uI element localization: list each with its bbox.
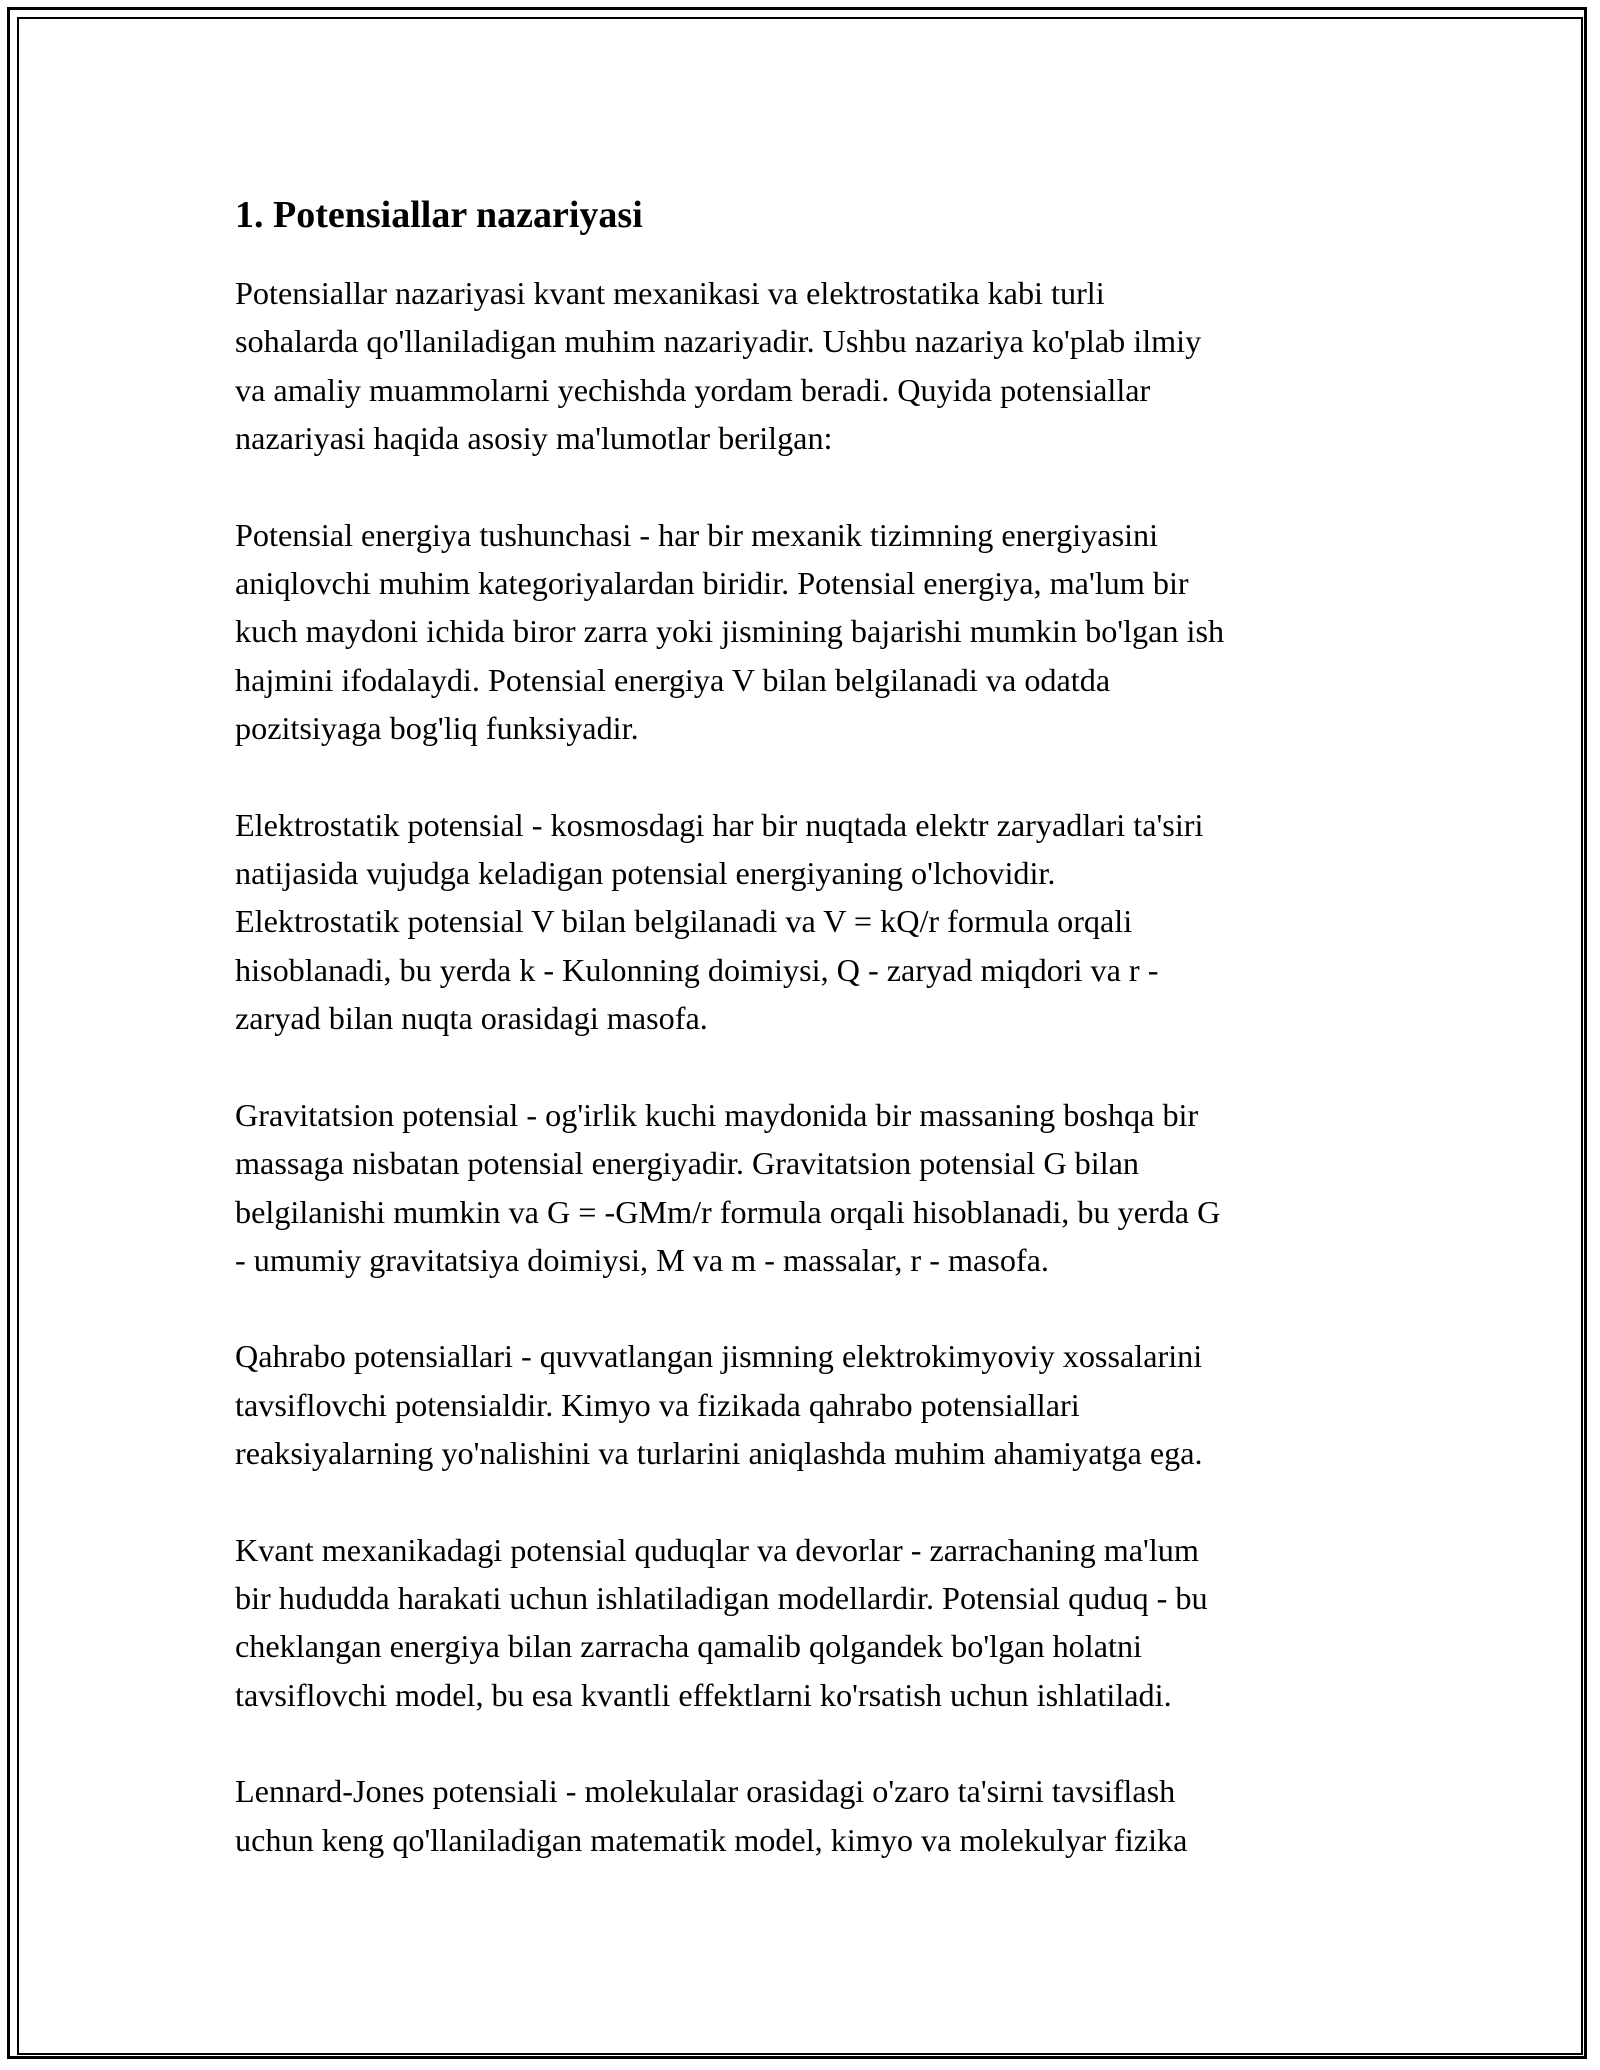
paragraph-quantum-wells: Kvant mexanikadagi potensial quduqlar va devorlar - zarrachaning ma'lum bir hududda harakati uchun ishlatiladigan modellardir. Potensial quduq - bu cheklangan energiya bilan zarracha qamalib qolgandek bo'lgan holatni tavsiflovchi model, bu esa kvantli effektlarni ko'rsatish uchun ishlatiladi. [235, 1531, 1208, 1713]
paragraph-electrostatic-potential: Elektrostatik potensial - kosmosdagi har bir nuqtada elektr zaryadlari ta'siri natijasida vujudga keladigan potensial energiyaning o'lchovidir. Elektrostatik potensial V bilan belgilanadi va V = kQ/r formula orqali hisoblanadi, bu yerda k - Kulonning doimiysi, Q - zaryad miqdori va r - zaryad bilan nuqta orasidagi masofa. [235, 806, 1204, 1037]
paragraph-gravitational-potential: Gravitatsion potensial - og'irlik kuchi maydonida bir massaning boshqa bir massaga nisbatan potensial energiyadir. Gravitatsion potensial G bilan belgilanishi mumkin va G = -GMm/r formula orqali hisoblanadi, bu yerda G - umumiy gravitatsiya doimiysi, M va m - massalar, r - masofa. [235, 1096, 1221, 1278]
section-title: 1. Potensiallar nazariyasi [235, 194, 643, 236]
paragraph-intro: Potensiallar nazariyasi kvant mexanikasi va elektrostatika kabi turli sohalarda qo'llaniladigan muhim nazariyadir. Ushbu nazariya ko'plab ilmiy va amaliy muammolarni yechishda yordam beradi. Quyida potensiallar nazariyasi haqida asosiy ma'lumotlar berilgan: [235, 275, 1202, 457]
paragraph-lennard-jones: Lennard-Jones potensiali - molekulalar orasidagi o'zaro ta'sirni tavsiflash uchun keng qo'llaniladigan matematik model, kimyo va molekulyar fizika [235, 1773, 1188, 1858]
paragraph-amber-potentials: Qahrabo potensiallari - quvvatlangan jismning elektrokimyoviy xossalarini tavsiflovchi potensialdir. Kimyo va fizikada qahrabo potensiallari reaksiyalarning yo'nalishini va turlarini aniqlashda muhim ahamiyatga ega. [235, 1338, 1203, 1472]
document-body [235, 187, 1385, 1912]
paragraph-potential-energy: Potensial energiya tushunchasi - har bir mexanik tizimning energiyasini aniqlovchi muhim kategoriyalardan biridir. Potensial energiya, ma'lum bir kuch maydoni ichida biror zarra yoki jismining bajarishi mumkin bo'lgan ish hajmini ifodalaydi. Potensial energiya V bilan belgilanadi va odatda pozitsiyaga bog'liq funksiyadir. [235, 516, 1225, 747]
